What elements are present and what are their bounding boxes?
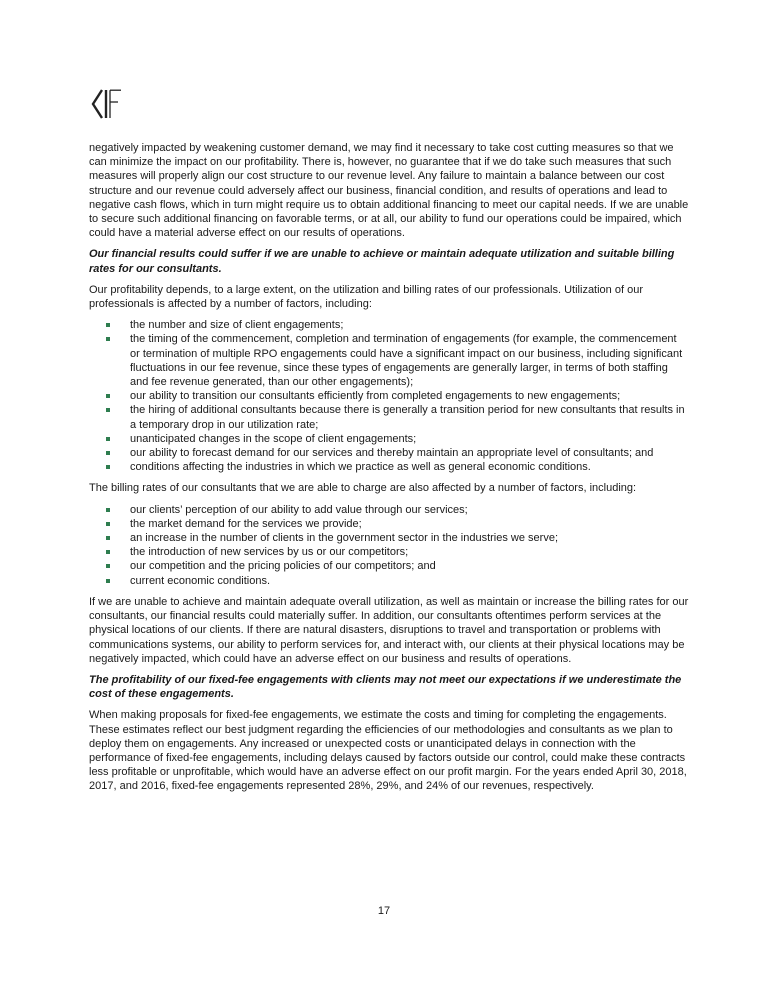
list-item-text: conditions affecting the industries in which we practice as well as general economic conditions. bbox=[130, 461, 591, 474]
utilization-factors-list bbox=[89, 318, 689, 474]
list-item-text: unanticipated changes in the scope of client engagements; bbox=[130, 432, 417, 445]
square-bullet-icon bbox=[106, 465, 110, 469]
paragraph: Our profitability depends, to a large extent, on the utilization and billing rates of our professionals. Utilization of our professionals is affected by a number of factors, including: bbox=[89, 283, 643, 311]
list-item-text: our ability to forecast demand for our services and thereby maintain an appropriate level of consultants; and bbox=[130, 447, 654, 460]
kf-logo-icon bbox=[90, 88, 138, 120]
document-body bbox=[89, 141, 689, 801]
list-item bbox=[89, 574, 689, 588]
list-item-text: our clients’ perception of our ability to add value through our services; bbox=[130, 503, 468, 516]
list-item bbox=[89, 545, 689, 559]
list-item bbox=[89, 531, 689, 545]
list-item bbox=[89, 432, 689, 446]
square-bullet-icon bbox=[106, 522, 110, 526]
list-item bbox=[89, 446, 689, 460]
paragraph: When making proposals for fixed-fee engagements, we estimate the costs and timing for completing the engagements. These estimates reflect our best judgment regarding the efficiencies of our methodologies and consultants as we plan to deploy them on engagements. Any increased or unexpected costs or unanticipated delays in connection with the performance of fixed-fee engagements, including delays caused by factors outside our control, could make these contracts less profitable or unprofitable, which would have an adverse effect on our profit margin. For the years ended April 30, 2018, 2017, and 2016, fixed-fee engagements represented 28%, 29%, and 24% of our revenues, respectively. bbox=[89, 709, 687, 793]
paragraph: The billing rates of our consultants that we are able to charge are also affected by a number of factors, including: bbox=[89, 482, 637, 495]
square-bullet-icon bbox=[106, 536, 110, 540]
square-bullet-icon bbox=[106, 451, 110, 455]
square-bullet-icon bbox=[106, 323, 110, 327]
square-bullet-icon bbox=[106, 394, 110, 398]
list-item bbox=[89, 559, 689, 573]
square-bullet-icon bbox=[106, 508, 110, 512]
list-item-text: the market demand for the services we provide; bbox=[130, 517, 362, 530]
paragraph: If we are unable to achieve and maintain adequate overall utilization, as well as maintain or increase the billing rates for our consultants, our financial results could materially suffer. In addition, our consultants oftentimes perform services at the physical locations of our clients. If there are natural disasters, disruptions to travel and transportation or problems with communications systems, our ability to perform services for, and interact with, our clients at their physical locations may be negatively impacted, which could have an adverse effect on our business and results of operations. bbox=[89, 595, 689, 665]
list-item-text: the hiring of additional consultants because there is generally a transition period for new consultants that results in a temporary drop in our utilization rate; bbox=[130, 404, 685, 431]
section-heading: The profitability of our fixed-fee engagements with clients may not meet our expectations if we underestimate the cost of these engagements. bbox=[89, 673, 682, 701]
list-item bbox=[89, 460, 689, 474]
list-item-text: current economic conditions. bbox=[130, 574, 271, 587]
list-item-text: the introduction of new services by us or our competitors; bbox=[130, 546, 409, 559]
section-heading: Our financial results could suffer if we are unable to achieve or maintain adequate utilization and suitable billing rates for our consultants. bbox=[89, 248, 675, 275]
list-item-text: our competition and the pricing policies of our competitors; and bbox=[130, 560, 436, 573]
list-item-text: the timing of the commencement, completion and termination of engagements (for example, the commencement or termination of multiple RPO engagements could have a significant impact on our business, including significant fluctuations in our fee revenue, since these types of engagements are generally larger, in terms of both staffing and fee revenue generated, than our other engagements); bbox=[130, 333, 683, 389]
billing-factors-list bbox=[89, 503, 689, 588]
list-item bbox=[89, 318, 689, 332]
list-item bbox=[89, 389, 689, 403]
list-item bbox=[89, 517, 689, 531]
list-item-text: the number and size of client engagements; bbox=[130, 319, 344, 332]
list-item bbox=[89, 403, 689, 431]
square-bullet-icon bbox=[106, 579, 110, 583]
square-bullet-icon bbox=[106, 564, 110, 568]
square-bullet-icon bbox=[106, 337, 110, 341]
paragraph: negatively impacted by weakening customer demand, we may find it necessary to take cost cutting measures so that we can minimize the impact on our profitability. There is, however, no guarantee that if we do take such measures that such measures will properly align our cost structure to our revenue level. Any failure to maintain a balance between our cost structure and our revenue could adversely affect our business, financial condition, and results of operations and lead to negative cash flows, which in turn might require us to obtain additional financing to meet our capital needs. If we are unable to secure such additional financing on favorable terms, or at all, our ability to fund our operations could be impaired, which could have a material adverse effect on our results of operations. bbox=[89, 142, 689, 240]
page-number: 17 bbox=[377, 905, 391, 917]
list-item-text: our ability to transition our consultants efficiently from completed engagements to new engagements; bbox=[130, 390, 621, 403]
square-bullet-icon bbox=[106, 437, 110, 441]
square-bullet-icon bbox=[106, 408, 110, 412]
list-item bbox=[89, 332, 689, 389]
square-bullet-icon bbox=[106, 550, 110, 554]
list-item-text: an increase in the number of clients in the government sector in the industries we serve; bbox=[130, 532, 559, 545]
list-item bbox=[89, 503, 689, 517]
